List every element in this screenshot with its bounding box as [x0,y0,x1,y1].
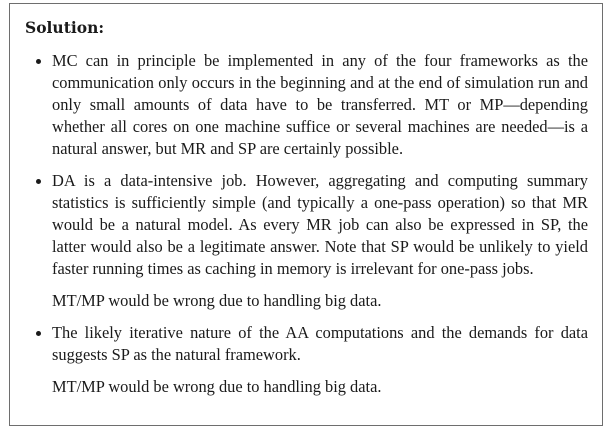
solution-box [9,3,603,426]
list-item-aa [25,322,588,398]
item-note: MT/MP would be wrong due to handling big data. [52,291,382,310]
list-item-da [25,170,588,312]
item-text: The likely iterative nature of the AA computations and the demands for data suggests SP as the natural framework. [52,323,588,364]
item-text: DA is a data-intensive job. However, aggregating and computing summary statistics is sufficiently simple (and typically a one-pass operation) so that MR would be a natural model. As every MR job can also be expressed in SP, the latter would also be a legitimate answer. Note that SP would be unlikely to yield faster running times as caching in memory is irrelevant for one-pass jobs. [52,171,588,278]
bullet-icon [36,179,41,184]
bullet-icon [36,59,41,64]
item-text: MC can in principle be implemented in any of the four frameworks as the communication only occurs in the beginning and at the end of simulation run and only small amounts of data have to be transferred. MT or MP—depending whether all cores on one machine suffice or several machines are needed—is a natural answer, but MR and SP are certainly possible. [52,51,588,158]
item-note: MT/MP would be wrong due to handling big data. [52,377,382,396]
bullet-icon [36,331,41,336]
list-item-mc [25,50,588,160]
solution-heading: Solution: [25,18,105,37]
answer-list [25,50,588,398]
